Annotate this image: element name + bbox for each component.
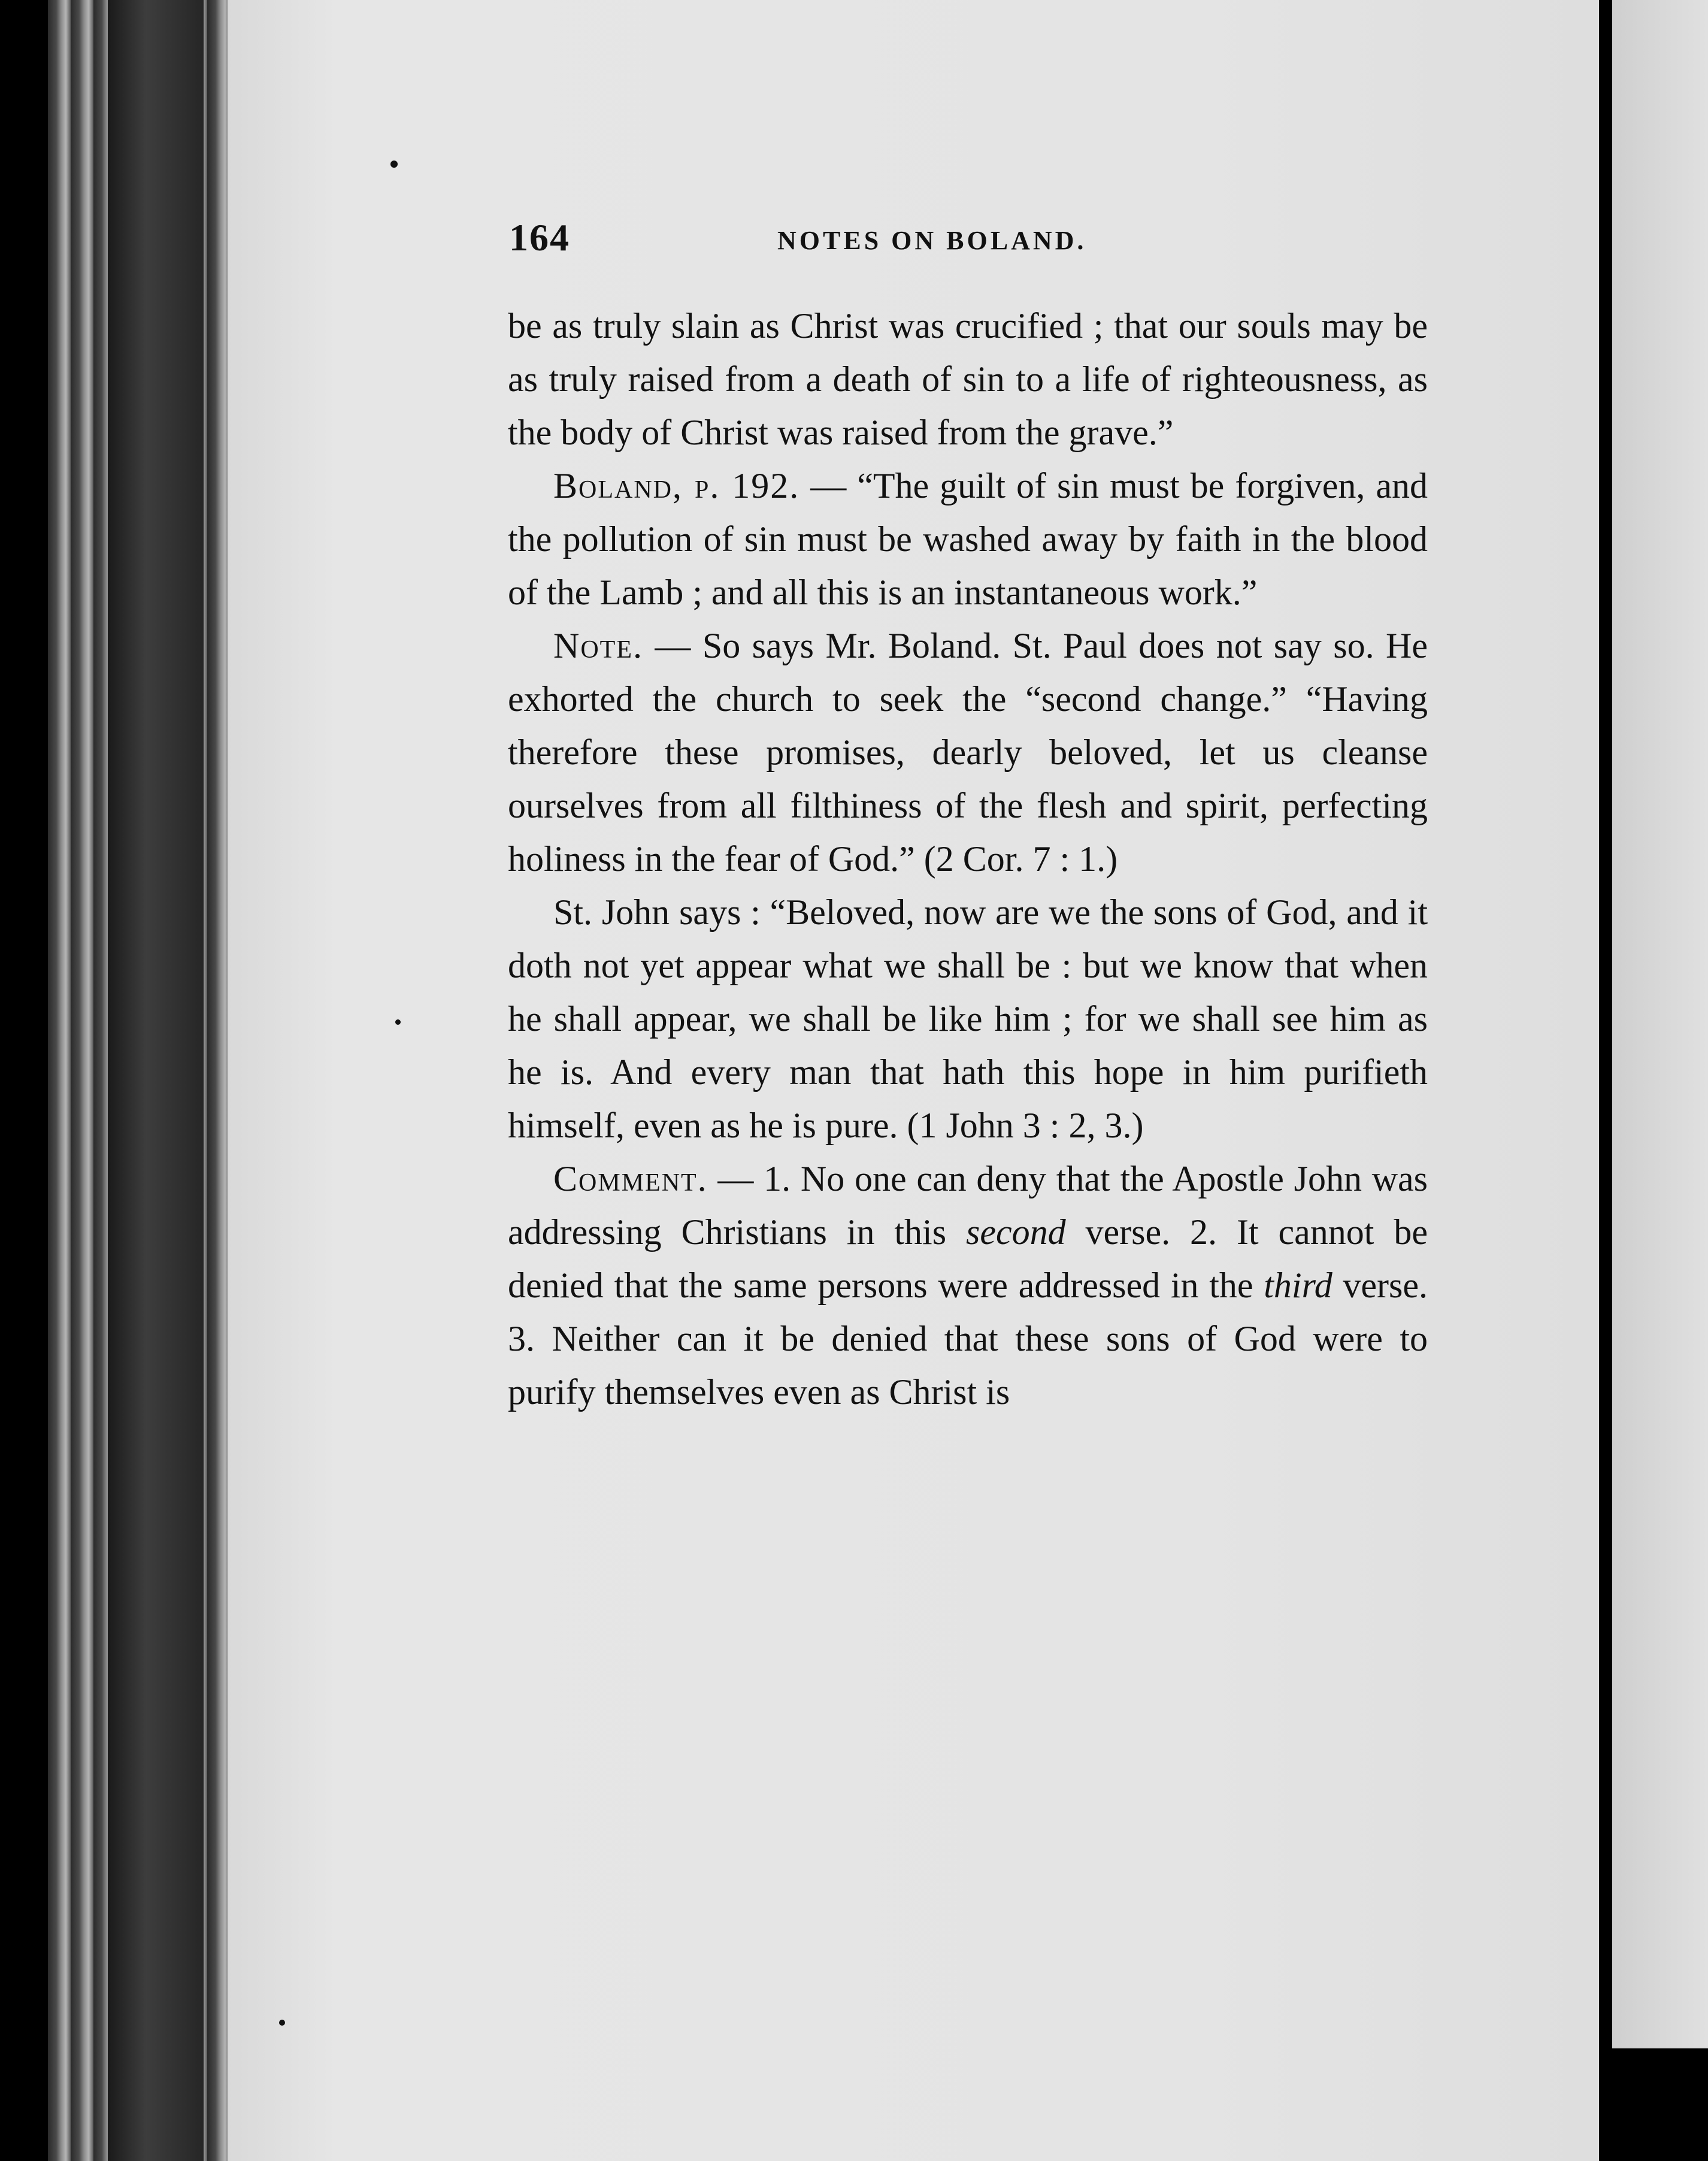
comment-lead: Comment. (553, 1159, 708, 1198)
paragraph-text: — 1. No one can deny that the Apostle John was addressing Christians in this (508, 1159, 1428, 1252)
paragraph-text: verse. 2. It cannot be denied that the same persons were addressed in the (508, 1212, 1428, 1305)
page-header (509, 216, 1425, 270)
body-text (508, 299, 1428, 1419)
paragraph (508, 619, 1428, 886)
scan-corner-shadow (1611, 2048, 1708, 2161)
paragraph-text: verse. 3. Neither can it be denied that these sons of God were to purify themselves even as Christ is (508, 1266, 1428, 1412)
italic-word: third (1264, 1266, 1333, 1305)
paragraph (508, 459, 1428, 619)
paragraph: St. John says : “Beloved, now are we the sons of God, and it doth not yet appear what we shall be : but we know that when he shall appear, we shall be like him ; for we shall see him as he is. And every man that hath this hope in him purifieth himself, even as he is pure. (1 John 3 : 2, 3.) (508, 892, 1428, 1145)
book-binding-shadow (108, 0, 204, 2161)
citation-lead: Boland, p. 192. (553, 466, 800, 506)
scan-speck (395, 1019, 401, 1025)
scan-speck (390, 161, 398, 168)
italic-word: second (965, 1212, 1066, 1252)
paragraph-text: — “The guilt of sin must be forgiven, and the pollution of sin must be washed away by faith in the blood of the Lamb ; and all this is an instantaneous work.” (508, 466, 1428, 612)
paragraph: be as truly slain as Christ was crucified ; that our souls may be as truly raised from a death of sin to a life of righteousness, as the body of Christ was raised from the grave.” (508, 306, 1428, 452)
running-head: NOTES ON BOLAND. (777, 226, 1087, 255)
scan-speck (279, 2020, 285, 2026)
paragraph (508, 1152, 1428, 1419)
page-number: 164 (509, 216, 570, 259)
paragraph-text: — So says Mr. Boland. St. Paul does not say so. He exhorted the church to seek the “second change.” “Having therefore these promises, dearly beloved, let us cleanse ourselves from all filthiness of the flesh and spirit, perfecting holiness in the fear of God.” (2 Cor. 7 : 1.) (508, 626, 1428, 879)
next-page-edge (1612, 0, 1708, 2161)
page-gutter (1599, 0, 1612, 2161)
note-lead: Note. (553, 626, 643, 665)
